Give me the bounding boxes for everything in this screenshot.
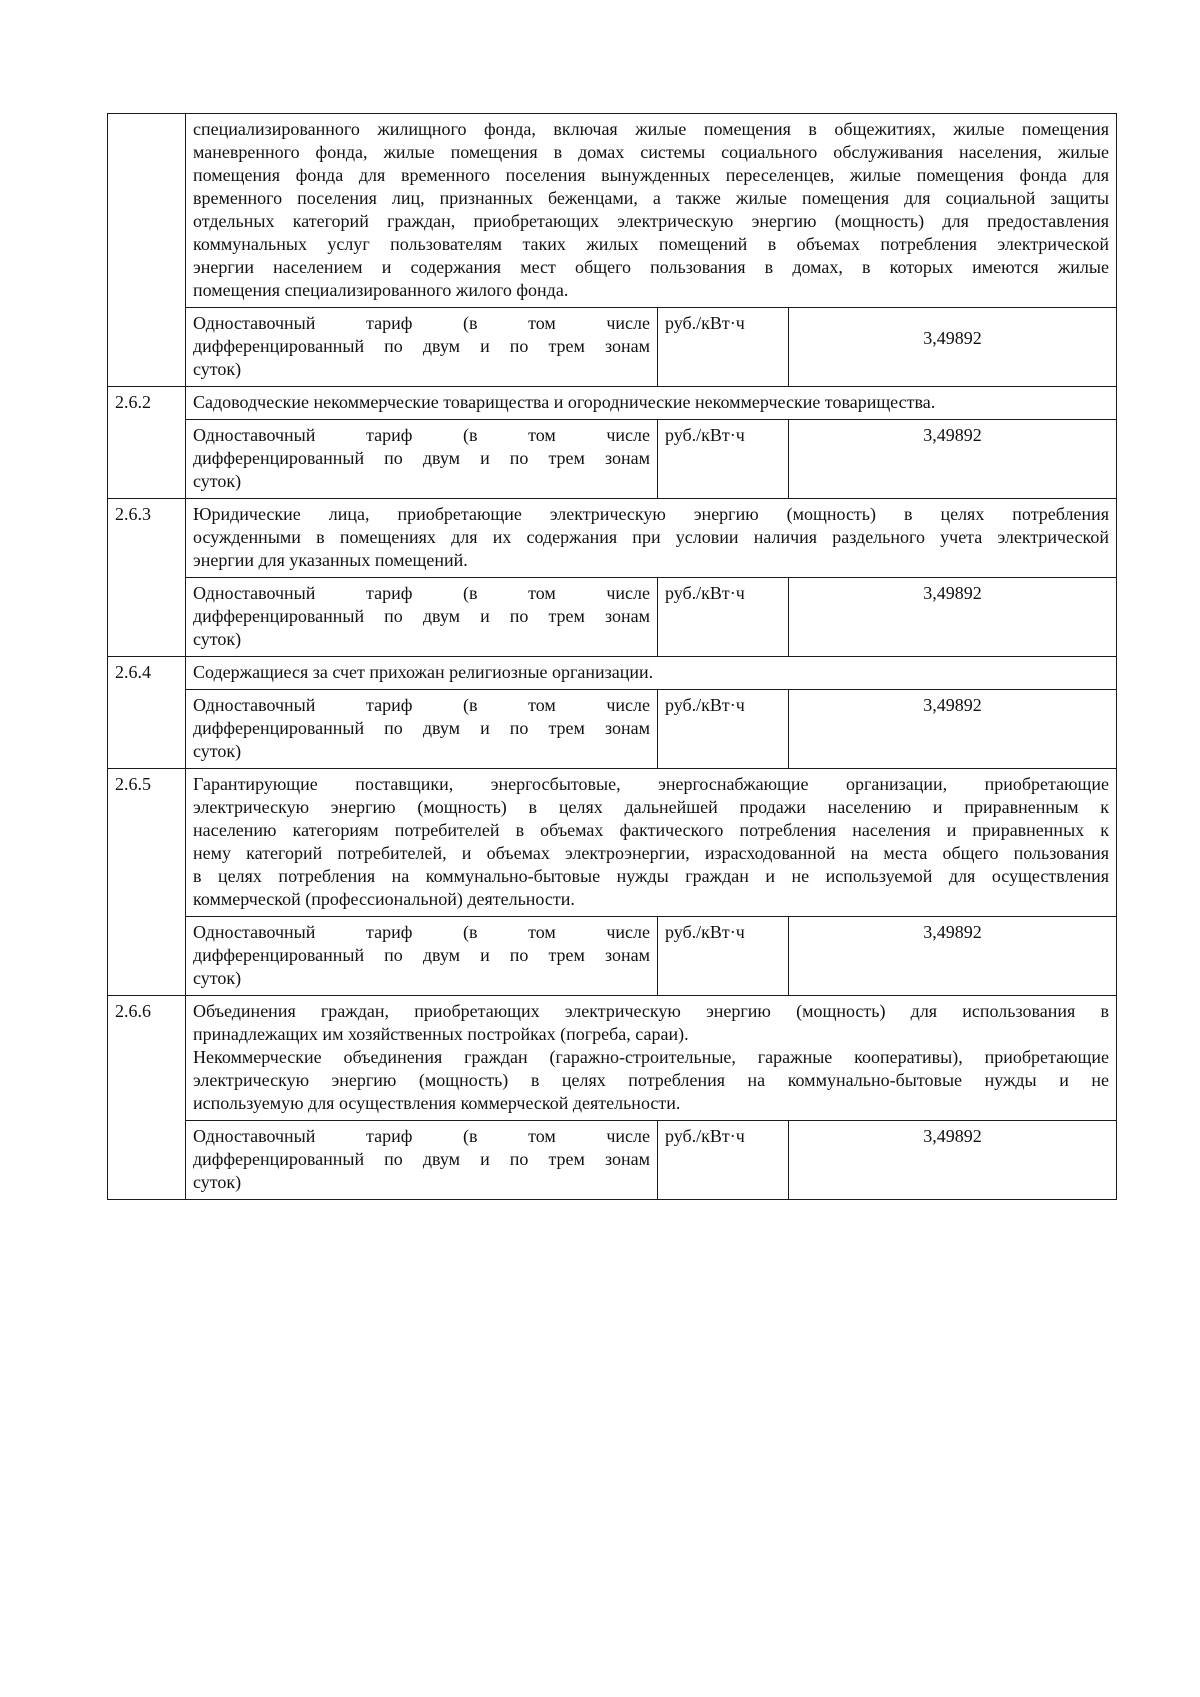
description-line: Садоводческие некоммерческие товарищества и огороднические некоммерческие товарищества. bbox=[193, 392, 936, 412]
tariff-unit: руб./кВт·ч bbox=[658, 308, 789, 387]
table-row bbox=[108, 917, 1117, 996]
table-row bbox=[108, 420, 1117, 499]
tariff-value: 3,49892 bbox=[789, 917, 1117, 996]
tariff-value: 3,49892 bbox=[789, 420, 1117, 499]
table-row bbox=[108, 114, 1117, 308]
table-row bbox=[108, 1121, 1117, 1200]
description-line: принадлежащих им хозяйственных постройках (погреба, сараи). bbox=[193, 1024, 689, 1044]
row-number-cell: 2.6.5 bbox=[108, 769, 186, 996]
row-number-cell: 2.6.3 bbox=[108, 499, 186, 657]
table-row bbox=[108, 499, 1117, 578]
description-line: используемую для осуществления коммерческой деятельности. bbox=[193, 1093, 681, 1113]
description-line: Содержащиеся за счет прихожан религиозные организации. bbox=[193, 662, 654, 682]
description-line: Некоммерческие объединения граждан (гаражно-строительные, гаражные кооперативы), приобретающие bbox=[193, 1047, 1109, 1067]
description-line: маневренного фонда, жилые помещения в домах системы социального обслуживания населения, жилые bbox=[193, 142, 1109, 162]
category-description bbox=[186, 499, 1117, 578]
category-description bbox=[186, 996, 1117, 1121]
tariff-value: 3,49892 bbox=[789, 690, 1117, 769]
description-line: нему категорий потребителей, и объемах электроэнергии, израсходованной на места общего пользования bbox=[193, 843, 1109, 863]
description-line: отдельных категорий граждан, приобретающих электрическую энергию (мощность) для предоставления bbox=[193, 211, 1109, 231]
category-description bbox=[186, 114, 1117, 308]
row-number-cell: 2.6.4 bbox=[108, 657, 186, 769]
description-line: временного поселения лиц, признанных беженцами, а также жилые помещения для социальной защиты bbox=[193, 188, 1109, 208]
category-description bbox=[186, 769, 1117, 917]
description-line: помещения фонда для временного поселения вынужденных переселенцев, жилые помещения фонда для bbox=[193, 165, 1109, 185]
description-line: в целях потребления на коммунально-бытовые нужды граждан и не используемой для осуществления bbox=[193, 866, 1109, 886]
category-description bbox=[186, 387, 1117, 420]
row-number-cell: 2.6.2 bbox=[108, 387, 186, 499]
tariff-unit: руб./кВт·ч bbox=[658, 1121, 789, 1200]
table-row bbox=[108, 657, 1117, 690]
tariff-unit: руб./кВт·ч bbox=[658, 420, 789, 499]
tariff-value: 3,49892 bbox=[789, 1121, 1117, 1200]
description-line: энергии населением и содержания мест общего пользования в домах, в которых имеются жилые bbox=[193, 257, 1109, 277]
tariff-name: Одноставочный тариф (в том числе дифференцированный по двум и по трем зонам суток) bbox=[186, 578, 658, 657]
description-line: Юридические лица, приобретающие электрическую энергию (мощность) в целях потребления bbox=[193, 504, 1109, 524]
tariff-name: Одноставочный тариф (в том числе дифференцированный по двум и по трем зонам суток) bbox=[186, 420, 658, 499]
description-line: электрическую энергию (мощность) в целях потребления на коммунально-бытовые нужды и не bbox=[193, 1070, 1109, 1090]
description-line: осужденными в помещениях для их содержания при условии наличия раздельного учета электрической bbox=[193, 527, 1109, 547]
row-number-cell bbox=[108, 114, 186, 387]
description-line: помещения специализированного жилого фонда. bbox=[193, 280, 569, 300]
description-line: Гарантирующие поставщики, энергосбытовые, энергоснабжающие организации, приобретающие bbox=[193, 774, 1109, 794]
table-row bbox=[108, 996, 1117, 1121]
tariff-name: Одноставочный тариф (в том числе дифференцированный по двум и по трем зонам суток) bbox=[186, 690, 658, 769]
table-row bbox=[108, 308, 1117, 387]
tariff-table bbox=[107, 113, 1117, 1200]
description-line: населению категориям потребителей в объемах фактического потребления населения и приравненных к bbox=[193, 820, 1109, 840]
row-number-cell: 2.6.6 bbox=[108, 996, 186, 1200]
category-description bbox=[186, 657, 1117, 690]
tariff-name: Одноставочный тариф (в том числе дифференцированный по двум и по трем зонам суток) bbox=[186, 1121, 658, 1200]
description-line: коммунальных услуг пользователям таких жилых помещений в объемах потребления электрической bbox=[193, 234, 1109, 254]
table-row bbox=[108, 690, 1117, 769]
description-line: энергии для указанных помещений. bbox=[193, 550, 468, 570]
tariff-unit: руб./кВт·ч bbox=[658, 578, 789, 657]
table-row bbox=[108, 578, 1117, 657]
tariff-unit: руб./кВт·ч bbox=[658, 690, 789, 769]
table-row bbox=[108, 387, 1117, 420]
tariff-value: 3,49892 bbox=[789, 308, 1117, 387]
tariff-name: Одноставочный тариф (в том числе дифференцированный по двум и по трем зонам суток) bbox=[186, 917, 658, 996]
tariff-name: Одноставочный тариф (в том числе дифференцированный по двум и по трем зонам суток) bbox=[186, 308, 658, 387]
table-row bbox=[108, 769, 1117, 917]
description-line: коммерческой (профессиональной) деятельности. bbox=[193, 889, 575, 909]
tariff-unit: руб./кВт·ч bbox=[658, 917, 789, 996]
description-line: специализированного жилищного фонда, включая жилые помещения в общежитиях, жилые помещения bbox=[193, 119, 1109, 139]
description-line: Объединения граждан, приобретающих электрическую энергию (мощность) для использования в bbox=[193, 1001, 1109, 1021]
tariff-value: 3,49892 bbox=[789, 578, 1117, 657]
description-line: электрическую энергию (мощность) в целях дальнейшей продажи населению и приравненным к bbox=[193, 797, 1109, 817]
